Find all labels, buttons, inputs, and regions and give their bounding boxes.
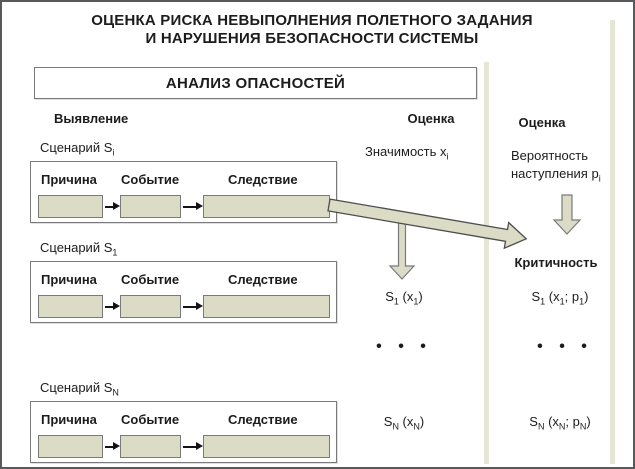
cause-block — [38, 402, 103, 462]
arrow-cause-to-event-icon — [105, 202, 120, 211]
consequence-label: Следствие — [228, 272, 298, 287]
cause-label: Причина — [41, 172, 97, 187]
cause-rect — [38, 295, 103, 318]
event-rect — [120, 295, 181, 318]
arrow-cause-to-event-icon — [105, 442, 120, 451]
arrow-event-to-consequence-icon — [183, 302, 203, 311]
s1-x1-value: $S_1$ $(x_1)$ — [385, 289, 423, 307]
cause-block — [38, 162, 103, 222]
flow-arrow-significance-down-icon — [390, 221, 414, 279]
event-rect — [120, 435, 181, 458]
event-label: Событие — [121, 172, 180, 187]
column-header-assessment-right: Оценка — [518, 115, 566, 130]
flow-arrow-probability-down-icon — [554, 195, 580, 234]
scenario-row-n — [30, 380, 335, 461]
cause-label: Причина — [41, 412, 97, 427]
flow-arrow-consequence-to-criticality-icon — [328, 199, 526, 248]
consequence-rect — [203, 195, 330, 218]
cause-rect — [38, 195, 103, 218]
ellipsis-right: • • • — [537, 338, 593, 355]
diagram-title-line1: ОЦЕНКА РИСКА НЕВЫПОЛНЕНИЯ ПОЛЕТНОГО ЗАДАНИЯ — [91, 12, 533, 29]
consequence-block — [203, 402, 330, 462]
scenario-n-box — [30, 401, 337, 463]
hazard-analysis-label: АНАЛИЗ ОПАСНОСТЕЙ — [165, 74, 346, 92]
probability-label-line1: Вероятность — [511, 148, 588, 163]
event-label: Событие — [121, 412, 180, 427]
divider-line-left — [484, 62, 489, 464]
ellipsis-middle: • • • — [376, 338, 432, 355]
scenario-n-title: Сценарий $S_N$ — [40, 380, 119, 398]
event-block — [120, 162, 181, 222]
s1-x1-p1-value: $S_1$ ($x_1$; $p_1$) — [531, 289, 589, 307]
column-header-assessment-mid: Оценка — [407, 111, 455, 126]
event-block — [120, 402, 181, 462]
column-header-identification: Выявление — [54, 111, 129, 126]
arrow-cause-to-event-icon — [105, 302, 120, 311]
scenario-1-box — [30, 261, 337, 323]
scenario-row-1 — [30, 240, 335, 321]
arrow-event-to-consequence-icon — [183, 442, 203, 451]
sn-xn-pn-value: $S_N$ ($x_N$; $p_N$) — [529, 414, 591, 432]
cause-block — [38, 262, 103, 322]
scenario-1-title: Сценарий $S_1$ — [40, 240, 118, 258]
consequence-label: Следствие — [228, 172, 298, 187]
significance-label: Значимость $x_i$ — [365, 144, 449, 162]
event-block — [120, 262, 181, 322]
hazard-analysis-header-box — [34, 67, 477, 99]
consequence-block — [203, 262, 330, 322]
probability-label-line2: наступления $p_i$ — [511, 166, 601, 184]
cause-label: Причина — [41, 272, 97, 287]
divider-line-right — [610, 20, 615, 464]
cause-rect — [38, 435, 103, 458]
consequence-rect — [203, 295, 330, 318]
arrow-event-to-consequence-icon — [183, 202, 203, 211]
sn-xn-value: $S_N$ $(x_N)$ — [383, 414, 425, 432]
consequence-rect — [203, 435, 330, 458]
event-rect — [120, 195, 181, 218]
diagram-title-line2: И НАРУШЕНИЯ БЕЗОПАСНОСТИ СИСТЕМЫ — [145, 30, 479, 47]
criticality-label: Критичность — [514, 255, 598, 270]
scenario-row-i — [30, 140, 335, 221]
consequence-block — [203, 162, 330, 222]
diagram-title — [2, 12, 622, 48]
scenario-i-box — [30, 161, 337, 223]
consequence-label: Следствие — [228, 412, 298, 427]
event-label: Событие — [121, 272, 180, 287]
scenario-i-title: Сценарий $S_i$ — [40, 140, 115, 158]
